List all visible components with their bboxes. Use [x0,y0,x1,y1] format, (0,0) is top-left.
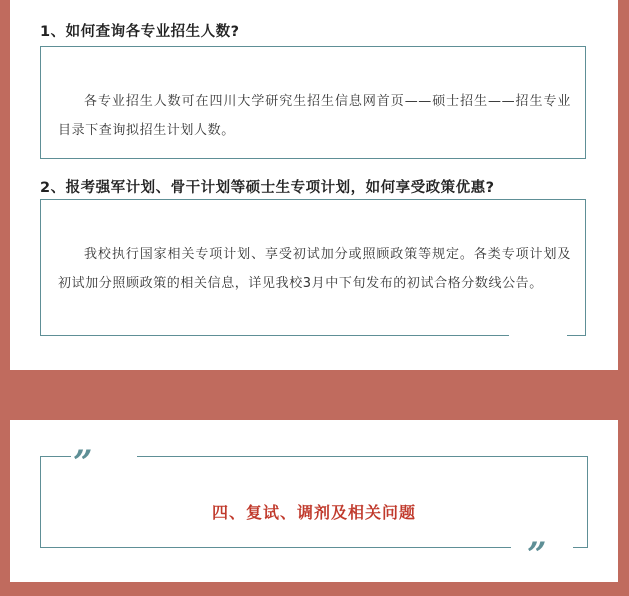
faq-answer-2: 我校执行国家相关专项计划、享受初试加分或照顾政策等规定。各类专项计划及初试加分照顾政策的相关信息，详见我校3月中下旬发布的初试合格分数线公告。 [58,247,571,291]
faq-card [10,0,618,370]
box-border-gap [509,333,567,337]
close-quote-icon: ” [527,535,544,575]
section-title: 四、复试、调剂及相关问题 [211,503,416,522]
faq-answer-1: 各专业招生人数可在四川大学研究生招生信息网首页——硕士招生——招生专业目录下查询拟招生计划人数。 [58,94,571,138]
faq-question-1: 1、如何查询各专业招生人数? [40,24,240,40]
open-quote-icon: ” [73,443,90,483]
faq-answer-box-1 [40,46,586,159]
faq-question-2: 2、报考强军计划、骨干计划等硕士生专项计划，如何享受政策优惠? [40,180,495,196]
section-heading-card [10,420,618,582]
faq-answer-box-2 [40,199,586,336]
